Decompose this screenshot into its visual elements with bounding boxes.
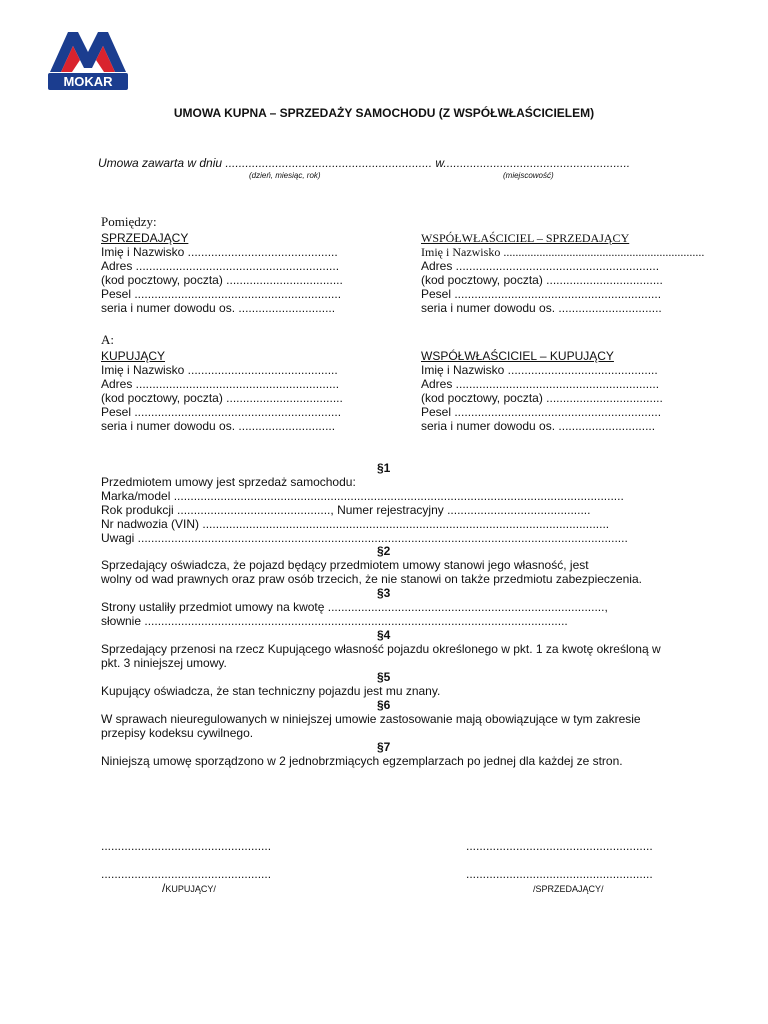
document-title: UMOWA KUPNA – SPRZEDAŻY SAMOCHODU (Z WSPÓŁWŁAŚCICIELEM) [173,106,595,120]
seller-field-id: seria i numer dowodu os. ............................. [101,301,336,315]
seller-field-name: Imię i Nazwisko ............................................. [101,245,338,259]
co-buyer-field-address: Adres ............................................................. [421,377,660,391]
buyer-label-slash: / [162,881,166,895]
co-buyer-field-name: Imię i Nazwisko ............................................. [421,363,658,377]
buyer-label-text: KUPUJĄCY/ [165,884,216,894]
co-buyer-field-postal: (kod pocztowy, poczta) ................................... [421,391,663,405]
section-2-line-2: wolny od wad prawnych oraz praw osób trzecich, że nie stanowi on także przedmiotu zabezpieczenia. [101,572,642,586]
seller-signature-label: /SPRZEDAJĄCY/ [533,884,604,894]
buyer-field-id: seria i numer dowodu os. ............................. [101,419,336,433]
section-2-line-1: Sprzedający oświadcza, że pojazd będący przedmiotem umowy stanowi jego własność, jest [101,558,589,572]
vehicle-vin: Nr nadwozia (VIN) .......................................................................................................................... [101,517,610,531]
between-label: Pomiędzy: [101,214,157,229]
section-6-line-2: przepisy kodeksu cywilnego. [101,726,254,740]
buyer-signature-line-2: ................................................... [101,867,272,881]
vehicle-make-model: Marka/model ....................................................................................................................................... [101,489,624,503]
section-3-amount: Strony ustaliły przedmiot umowy na kwotę ..................................................................................., [101,600,608,614]
seller-title: SPRZEDAJĄCY [101,231,189,245]
contract-date-place-line: Umowa zawarta w dniu .............................................................. w........................................................ [98,156,631,170]
section-7-heading: §7 [377,740,391,754]
co-seller-title: WSPÓŁWŁAŚCICIEL – SPRZEDAJĄCY [421,231,630,245]
section-6-line-1: W sprawach nieuregulowanych w niniejszej umowie zastosowanie mają obowiązujące w tym zakresie [101,712,641,726]
section-3-heading: §3 [377,586,391,600]
vehicle-notes: Uwagi ................................................................................................................................................... [101,531,628,545]
section-5-heading: §5 [377,670,391,684]
co-buyer-title: WSPÓŁWŁAŚCICIEL – KUPUJĄCY [421,349,614,363]
seller-field-address: Adres ............................................................. [101,259,340,273]
section-4-heading: §4 [377,628,391,642]
buyer-field-pesel: Pesel .............................................................. [101,405,342,419]
section-5-line-1: Kupujący oświadcza, że stan techniczny pojazdu jest mu znany. [101,684,441,698]
buyer-field-address: Adres ............................................................. [101,377,340,391]
section-1-intro: Przedmiotem umowy jest sprzedaż samochodu: [101,475,356,489]
section-2-heading: §2 [377,544,391,558]
seller-signature-line-1: ........................................................ [466,839,653,853]
co-seller-field-name: Imię i Nazwisko ................................................................... [421,245,705,259]
svg-text:MOKAR: MOKAR [63,74,113,89]
co-seller-field-address: Adres ............................................................. [421,259,660,273]
seller-signature-line-2: ........................................................ [466,867,653,881]
buyer-title: KUPUJĄCY [101,349,166,363]
buyer-signature-label [162,881,216,895]
section-4-line-1: Sprzedający przenosi na rzecz Kupującego własność pojazdu określonego w pkt. 1 za kwotę określoną w [101,642,661,656]
section-4-line-2: pkt. 3 niniejszej umowy. [101,656,227,670]
co-buyer-field-pesel: Pesel .............................................................. [421,405,662,419]
seller-field-pesel: Pesel .............................................................. [101,287,342,301]
section-3-words: słownie ............................................................................................................................... [101,614,568,628]
and-label: A: [101,332,114,347]
buyer-field-name: Imię i Nazwisko ............................................. [101,363,338,377]
section-1-heading: §1 [377,461,391,475]
vehicle-year-registration: Rok produkcji .............................................., Numer rejestracyjny ........................................... [101,503,591,517]
buyer-field-postal: (kod pocztowy, poczta) ................................... [101,391,343,405]
section-7-line-1: Niniejszą umowę sporządzono w 2 jednobrzmiących egzemplarzach po jednej dla każdej ze stron. [101,754,623,768]
section-6-heading: §6 [377,698,391,712]
mokar-logo [45,28,131,94]
co-seller-field-pesel: Pesel .............................................................. [421,287,662,301]
co-seller-field-id: seria i numer dowodu os. ............................... [421,301,662,315]
co-buyer-field-id: seria i numer dowodu os. ............................. [421,419,656,433]
co-seller-field-postal: (kod pocztowy, poczta) ................................... [421,273,663,287]
place-hint: (miejscowość) [503,171,554,180]
date-hint: (dzień, miesiąc, rok) [249,171,321,180]
buyer-signature-line-1: ................................................... [101,839,272,853]
seller-field-postal: (kod pocztowy, poczta) ................................... [101,273,343,287]
